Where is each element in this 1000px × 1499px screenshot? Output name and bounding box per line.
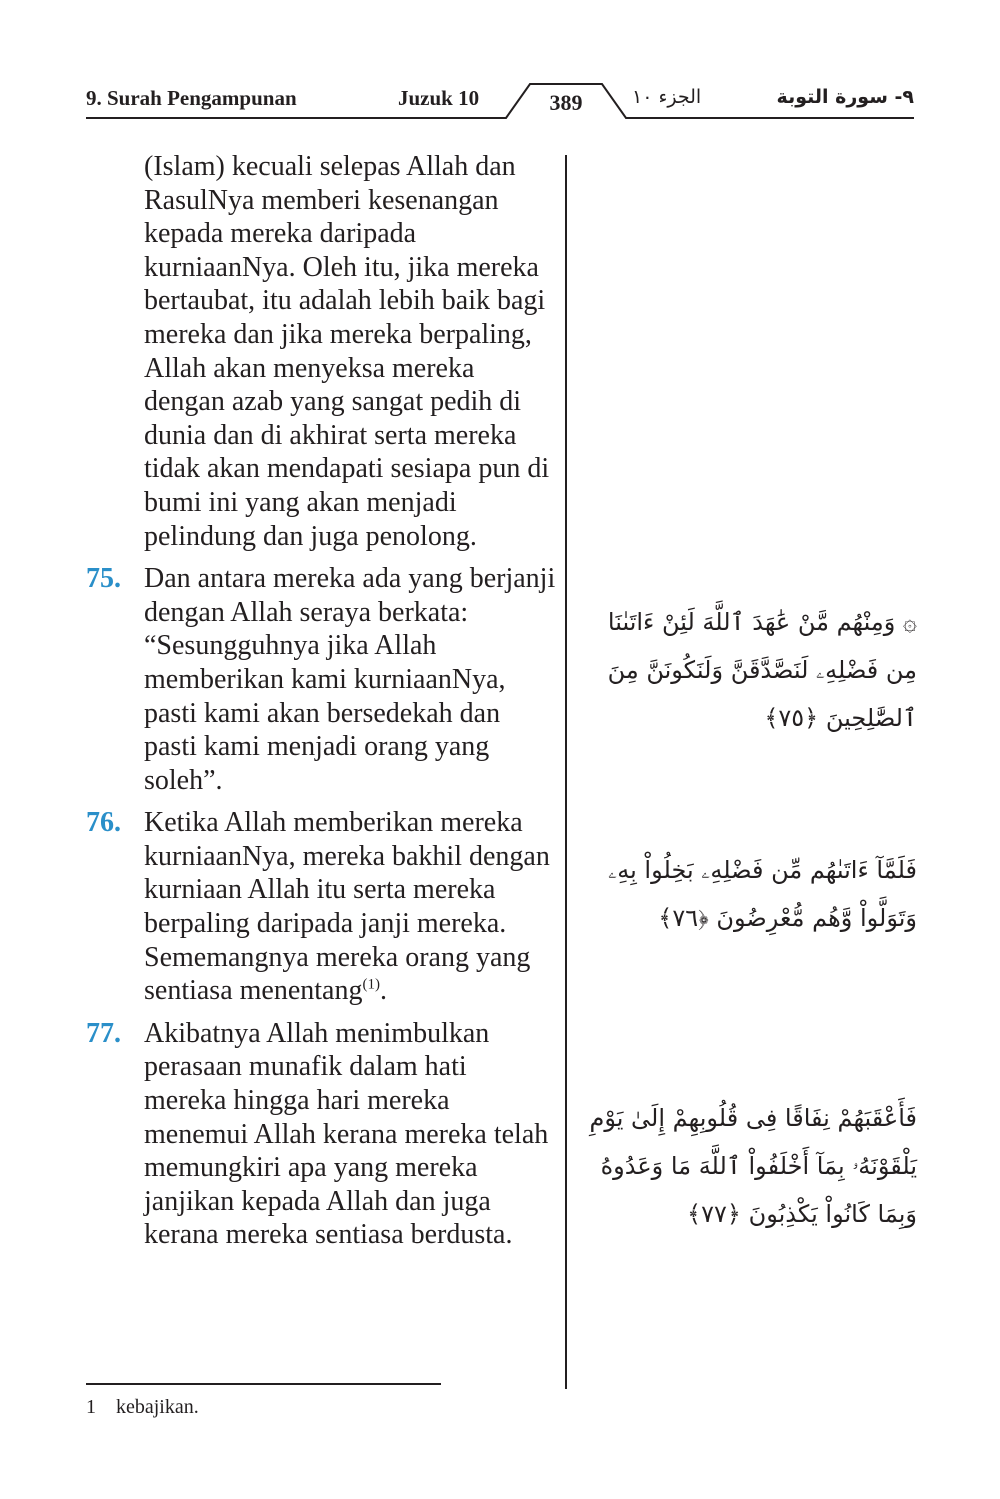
juz-arabic: الجزء ١٠	[632, 86, 702, 108]
verse-number: 76.	[86, 807, 121, 839]
verse-77-translation	[86, 1017, 556, 1252]
verse-text: Akibatnya Allah menimbulkan perasaan munafik dalam hati mereka hingga hari mereka menemui Allah kerana mereka telah memungkiri apa yang mereka janjikan kepada Allah dan juga kerana mereka sentiasa berdusta.	[144, 1017, 549, 1251]
surah-title: 9. Surah Pengampunan	[86, 86, 297, 110]
footnote-text: kebajikan.	[116, 1396, 199, 1418]
continuation-text: (Islam) kecuali selepas Allah dan RasulNya memberi kesenangan kepada mereka daripada kurniaanNya. Oleh itu, jika mereka bertaubat, itu adalah lebih baik bagi mereka dan jika mereka berpaling, Allah akan menyeksa mereka dengan azab yang sangat pedih di dunia dan di akhirat serta mereka tidak akan mendapati sesiapa pun di bumi ini yang akan menjadi pelindung dan juga penolong.	[144, 151, 550, 552]
page-number: 389	[549, 90, 583, 115]
verse-76-translation	[86, 806, 556, 1008]
footnote-number: 1	[86, 1396, 96, 1418]
column-divider	[565, 155, 567, 1389]
verse-75-arabic: ۞ وَمِنْهُم مَّنْ عَٰهَدَ ٱللَّهَ لَئِنْ ءَاتَىٰنَا مِن فَضْلِهِۦ لَنَصَّدَّقَنَّ وَلَنَكُونَنَّ مِنَ ٱلصَّٰلِحِينَ ﴿٧٥﴾	[607, 608, 917, 732]
continuation-paragraph	[86, 150, 556, 553]
verse-76-arabic: فَلَمَّآ ءَاتَىٰهُم مِّن فَضْلِهِۦ بَخِلُواْ بِهِۦ وَتَوَلَّواْ وَّهُم مُّعْرِضُونَ ﴿٧٦﴾	[608, 856, 917, 932]
verse-text: Dan antara mereka ada yang berjanji dengan Allah seraya berkata: “Sesungguhnya jika Allah memberikan kami kurniaanNya, pasti kami akan bersedekah dan pasti kami menjadi orang yang soleh”.	[144, 563, 556, 796]
verse-number: 77.	[86, 1017, 121, 1049]
footnote-rule	[86, 1383, 441, 1385]
verse-number: 75.	[86, 563, 121, 595]
verse-77-arabic: فَأَعْقَبَهُمْ نِفَاقًا فِى قُلُوبِهِمْ إِلَىٰ يَوْمِ يَلْقَوْنَهُۥ بِمَآ أَخْلَفُواْ ٱللَّهَ مَا وَعَدُوهُ وَبِمَا كَانُواْ يَكْذِبُونَ ﴿٧٧﴾	[589, 1104, 917, 1228]
page-header	[86, 80, 914, 122]
footnote-ref[interactable]: (1)	[362, 976, 380, 993]
surah-arabic: ٩- سورة التوبة	[776, 86, 914, 108]
juzuk-label: Juzuk 10	[398, 86, 480, 110]
verse-text-end: .	[379, 975, 387, 1007]
footnote	[86, 1396, 199, 1419]
translation-column	[86, 150, 556, 1261]
verse-75-translation	[86, 562, 556, 797]
verse-text: Ketika Allah memberikan mereka kurniaanNya, mereka bakhil dengan kurniaan Allah itu serta mereka berpaling daripada janji mereka. Sememangnya mereka orang yang sentiasa menentang	[144, 807, 550, 1007]
